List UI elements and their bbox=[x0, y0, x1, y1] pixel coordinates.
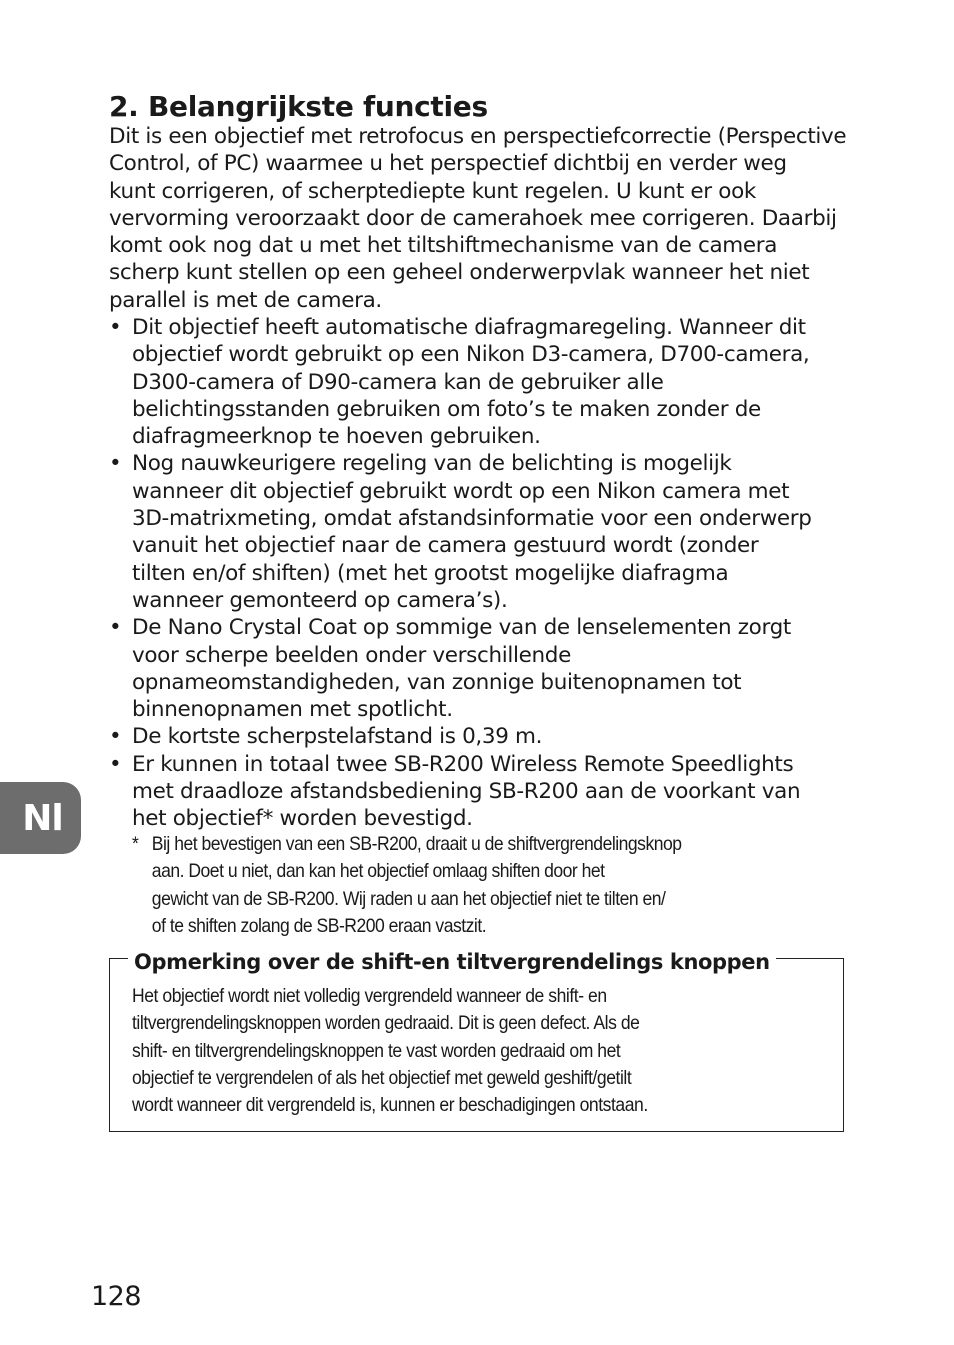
feature-line: D300-camera of D90-camera kan de gebruiker alle bbox=[132, 369, 664, 395]
footnote-marker: * bbox=[132, 833, 139, 855]
footnote-text bbox=[132, 831, 780, 940]
bullet-marker: • bbox=[109, 751, 122, 777]
feature-line: diafragmeerknop te hoeven gebruiken. bbox=[132, 424, 541, 450]
feature-list bbox=[109, 314, 854, 833]
feature-line: met draadloze afstandsbediening SB-R200 aan de voorkant van bbox=[132, 779, 801, 805]
feature-line: Nog nauwkeurigere regeling van de belichting is mogelijk bbox=[132, 451, 732, 477]
note-text bbox=[132, 983, 843, 1119]
feature-line: vanuit het objectief naar de camera gestuurd wordt (zonder bbox=[132, 533, 759, 559]
feature-item-focus-distance bbox=[109, 723, 854, 750]
footnote-line: aan. Doet u niet, dan kan het objectief omlaag shiften door het bbox=[151, 860, 605, 883]
feature-line: belichtingsstanden gebruiken om foto’s te maken zonder de bbox=[132, 396, 761, 422]
feature-line: tilten en/of shiften) (met het grootst mogelijke diafragma bbox=[132, 560, 729, 586]
feature-line: wanneer dit objectief gebruikt wordt op een Nikon camera met bbox=[132, 478, 790, 504]
feature-line: binnenopnamen met spotlicht. bbox=[132, 697, 453, 723]
bullet-marker: • bbox=[109, 315, 122, 340]
feature-line: wanneer gemonteerd op camera’s). bbox=[132, 587, 508, 613]
feature-line: voor scherpe beelden onder verschillende bbox=[132, 642, 571, 668]
feature-line: Dit objectief heeft automatische diafragmaregeling. Wanneer dit bbox=[132, 315, 806, 340]
language-tab: Nl bbox=[0, 782, 81, 854]
intro-line: scherp kunt stellen op een geheel onderwerpvlak wanneer het niet bbox=[109, 260, 810, 286]
feature-line: het objectief* worden bevestigd. bbox=[132, 806, 473, 832]
feature-line: 3D-matrixmeting, omdat afstandsinformatie voor een onderwerp bbox=[132, 506, 812, 532]
feature-item-nano-crystal bbox=[109, 614, 854, 723]
intro-line: parallel is met de camera. bbox=[109, 287, 382, 313]
note-line: Het objectief wordt niet volledig vergrendeld wanneer de shift- en bbox=[132, 985, 607, 1007]
feature-line: De kortste scherpstelafstand is 0,39 m. bbox=[132, 724, 543, 750]
intro-line: komt ook nog dat u met het tiltshiftmechanisme van de camera bbox=[109, 233, 778, 259]
note-line: tiltvergrendelingsknoppen worden gedraaid. Dit is geen defect. Als de bbox=[132, 1012, 640, 1035]
feature-item-exposure bbox=[109, 450, 854, 614]
footnote-line: gewicht van de SB-R200. Wij raden u aan het objectief niet te tilten en/ bbox=[151, 887, 666, 910]
feature-line: Er kunnen in totaal twee SB-R200 Wireless Remote Speedlights bbox=[132, 751, 794, 777]
footnote-line: Bij het bevestigen van een SB-R200, draait u de shiftvergrendelingsknop bbox=[151, 833, 682, 855]
feature-line: objectief wordt gebruikt op een Nikon D3-camera, D700-camera, bbox=[132, 342, 810, 368]
feature-item-speedlights bbox=[109, 751, 854, 833]
note-line: wordt wanneer dit vergrendeld is, kunnen er beschadigingen ontstaan. bbox=[132, 1094, 648, 1117]
feature-line: opnameomstandigheden, van zonnige buitenopnamen tot bbox=[132, 669, 742, 695]
note-title: Opmerking over de shift-en tiltvergrendelings knoppen bbox=[128, 947, 776, 977]
page-number: 128 bbox=[91, 1281, 142, 1312]
intro-line: Dit is een objectief met retrofocus en perspectiefcorrectie (Perspective bbox=[109, 124, 847, 149]
intro-line: Control, of PC) waarmee u het perspectief dichtbij en verder weg bbox=[109, 151, 787, 177]
feature-line: De Nano Crystal Coat op sommige van de lenselementen zorgt bbox=[132, 615, 791, 641]
intro-paragraph bbox=[109, 123, 847, 314]
bullet-marker: • bbox=[109, 451, 122, 477]
note-line: shift- en tiltvergrendelingsknoppen te vast worden gedraaid om het bbox=[132, 1039, 621, 1062]
bullet-marker: • bbox=[109, 615, 122, 641]
bullet-marker: • bbox=[109, 724, 122, 750]
feature-item-aperture-control bbox=[109, 314, 854, 450]
note-line: objectief te vergrendelen of als het objectief met geweld geshift/getilt bbox=[132, 1066, 632, 1089]
intro-line: kunt corrigeren, of scherptediepte kunt regelen. U kunt er ook bbox=[109, 178, 756, 204]
section-heading: 2. Belangrijkste functies bbox=[109, 90, 488, 123]
footnote-line: of te shiften zolang de SB-R200 eraan vastzit. bbox=[151, 914, 487, 937]
footnote bbox=[132, 831, 780, 940]
intro-line: vervorming veroorzaakt door de camerahoek mee corrigeren. Daarbij bbox=[109, 205, 837, 231]
